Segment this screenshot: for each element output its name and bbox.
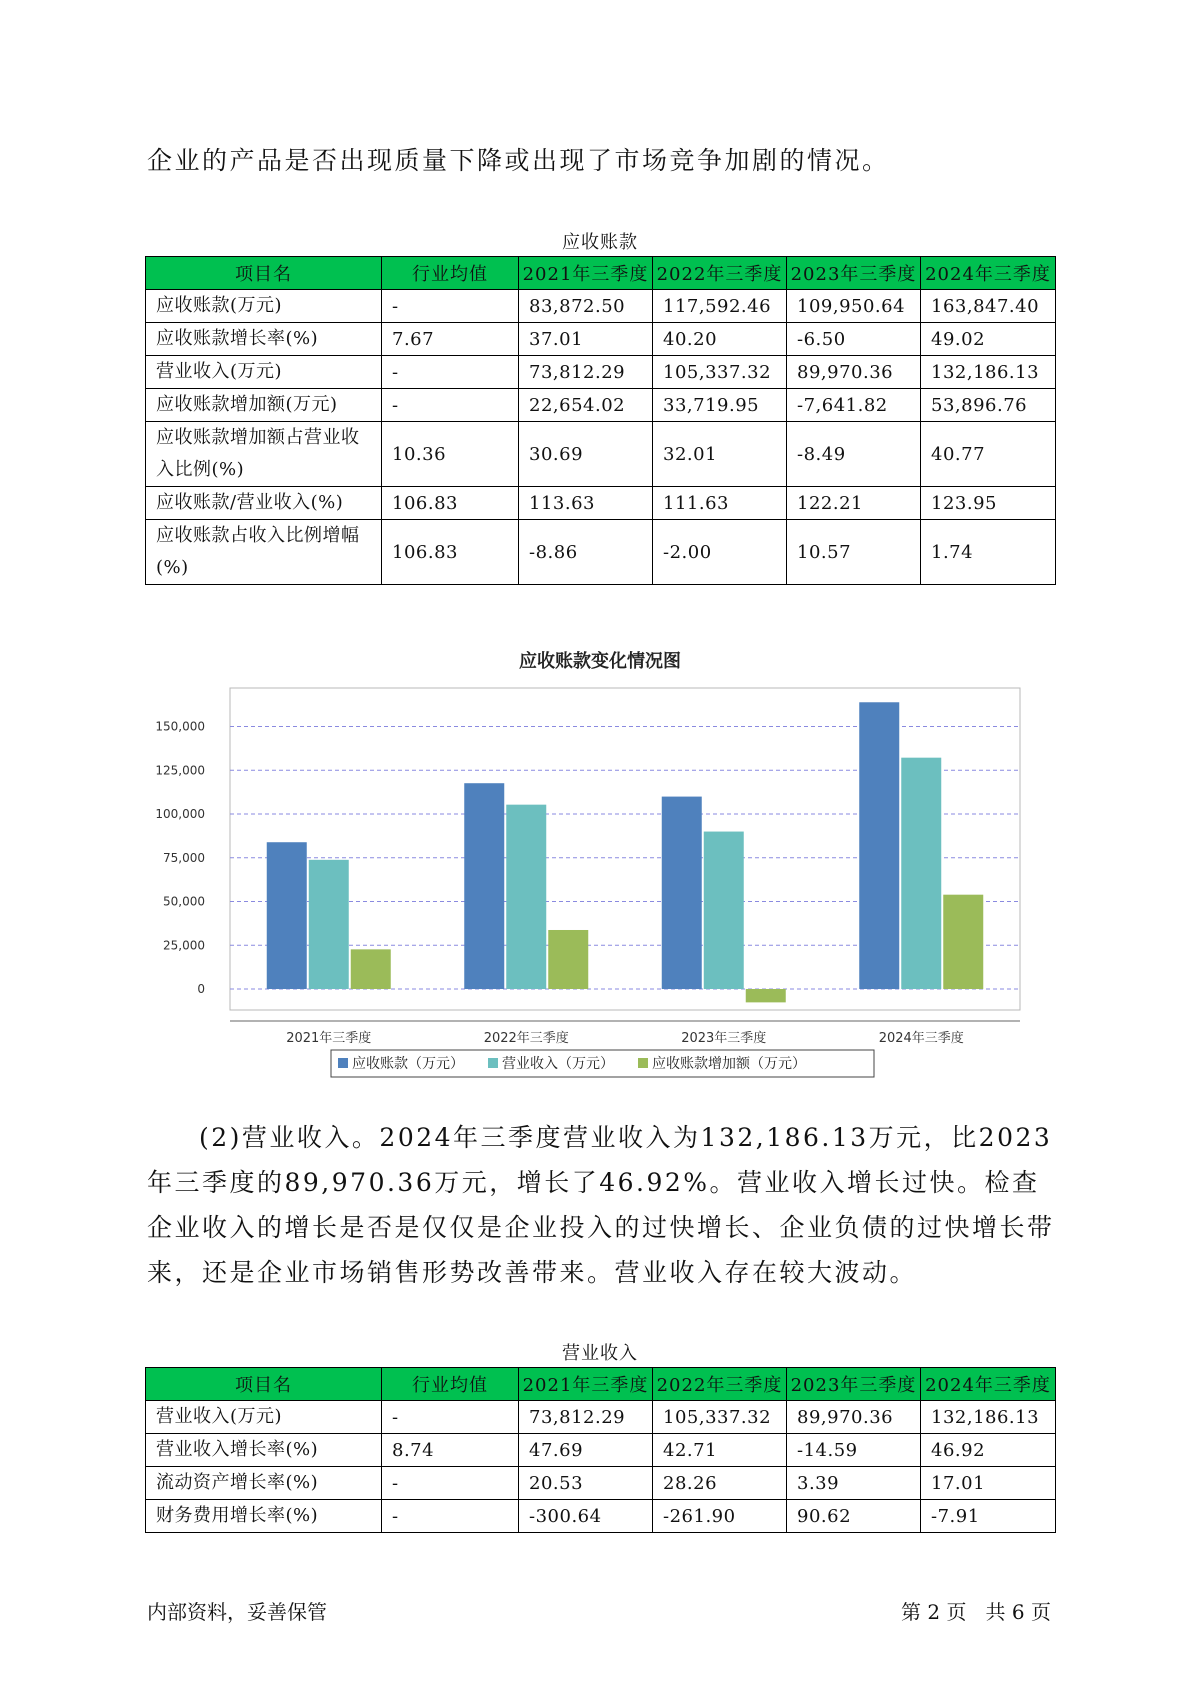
table-cell: 89,970.36	[787, 1401, 921, 1434]
legend-swatch	[638, 1058, 648, 1068]
y-axis-ticks	[155, 720, 205, 997]
table-cell: 132,186.13	[921, 1401, 1056, 1434]
bar	[859, 702, 899, 989]
table-cell: 89,970.36	[787, 356, 921, 389]
table-cell: 7.67	[382, 323, 519, 356]
column-header: 行业均值	[382, 257, 519, 290]
x-axis-ticks	[286, 1030, 964, 1046]
table-cell: 90.62	[787, 1500, 921, 1533]
footer-page-number: 第 2 页 共 6 页	[901, 1600, 1051, 1624]
table-cell: 132,186.13	[921, 356, 1056, 389]
table-row	[146, 1434, 1056, 1467]
row-label: 应收账款占收入比例增幅(%)	[146, 520, 382, 585]
row-label: 应收账款增加额(万元)	[146, 389, 382, 422]
table1-caption: 应收账款	[562, 232, 638, 253]
row-label: 应收账款(万元)	[146, 290, 382, 323]
revenue-paragraph: (2)营业收入。2024年三季度营业收入为132,186.13万元，比2023年三季度的89,970.36万元，增长了46.92%。营业收入增长过快。检查企业收入的增长是否是仅仅是企业投入的过快增长、企业负债的过快增长带来，还是企业市场销售形势改善带来。营业收入存在较大波动。	[147, 1123, 1055, 1287]
column-header: 2023年三季度	[787, 1368, 921, 1401]
table-header-row	[146, 257, 1056, 290]
table-row	[146, 323, 1056, 356]
table-cell: 106.83	[382, 487, 519, 520]
table-cell: -6.50	[787, 323, 921, 356]
legend-swatch	[488, 1058, 498, 1068]
table-cell: 10.57	[787, 520, 921, 585]
table2-caption: 营业收入	[562, 1343, 638, 1364]
table-cell: 105,337.32	[653, 1401, 787, 1434]
table-cell: -8.86	[519, 520, 653, 585]
legend-items	[338, 1055, 806, 1072]
legend-swatch	[338, 1058, 348, 1068]
table-cell: 42.71	[653, 1434, 787, 1467]
table-cell: -8.49	[787, 422, 921, 487]
row-label: 营业收入(万元)	[146, 1401, 382, 1434]
table-row	[146, 1401, 1056, 1434]
table-cell: -	[382, 1401, 519, 1434]
row-label: 营业收入增长率(%)	[146, 1434, 382, 1467]
y-tick-label: 75,000	[163, 850, 205, 865]
table-cell: 49.02	[921, 323, 1056, 356]
y-tick-label: 0	[197, 982, 205, 996]
y-tick-label: 150,000	[155, 719, 205, 734]
bar	[267, 842, 307, 989]
column-header: 2022年三季度	[653, 257, 787, 290]
table-cell: 46.92	[921, 1434, 1056, 1467]
table-cell: 30.69	[519, 422, 653, 487]
y-tick-label: 50,000	[163, 894, 205, 909]
table-cell: 17.01	[921, 1467, 1056, 1500]
bars	[267, 702, 984, 1002]
legend-label: 应收账款（万元）	[352, 1056, 464, 1072]
table-cell: 53,896.76	[921, 389, 1056, 422]
table-row	[146, 389, 1056, 422]
bar	[548, 930, 588, 989]
bar	[309, 860, 349, 989]
column-header: 行业均值	[382, 1368, 519, 1401]
table-cell: 1.74	[921, 520, 1056, 585]
bar	[943, 895, 983, 989]
column-header: 2021年三季度	[519, 1368, 653, 1401]
table-cell: 20.53	[519, 1467, 653, 1500]
table-cell: -	[382, 1467, 519, 1500]
table-cell: 106.83	[382, 520, 519, 585]
bar	[464, 783, 504, 989]
table-cell: 40.20	[653, 323, 787, 356]
footer-confidential: 内部资料，妥善保管	[147, 1600, 327, 1624]
row-label: 营业收入(万元)	[146, 356, 382, 389]
table-cell: 47.69	[519, 1434, 653, 1467]
table-cell: 32.01	[653, 422, 787, 487]
table-cell: 111.63	[653, 487, 787, 520]
legend-label: 营业收入（万元）	[502, 1056, 614, 1072]
table-cell: -300.64	[519, 1500, 653, 1533]
y-tick-label: 125,000	[155, 763, 205, 778]
revenue-table	[145, 1367, 1056, 1533]
table-cell: 37.01	[519, 323, 653, 356]
column-header: 2023年三季度	[787, 257, 921, 290]
table-cell: 83,872.50	[519, 290, 653, 323]
table-cell: 22,654.02	[519, 389, 653, 422]
table-cell: 33,719.95	[653, 389, 787, 422]
table-cell: -2.00	[653, 520, 787, 585]
column-header: 2022年三季度	[653, 1368, 787, 1401]
table-header-row	[146, 1368, 1056, 1401]
table-cell: 105,337.32	[653, 356, 787, 389]
x-tick-label: 2023年三季度	[681, 1031, 767, 1046]
row-label: 应收账款增长率(%)	[146, 323, 382, 356]
x-tick-label: 2024年三季度	[878, 1031, 964, 1046]
legend-label: 应收账款增加额（万元）	[652, 1056, 806, 1072]
table-cell: 122.21	[787, 487, 921, 520]
table-cell: -	[382, 290, 519, 323]
table-row	[146, 1467, 1056, 1500]
table-cell: 8.74	[382, 1434, 519, 1467]
bar	[351, 949, 391, 989]
bar	[901, 758, 941, 989]
table-cell: 163,847.40	[921, 290, 1056, 323]
column-header: 2024年三季度	[921, 257, 1056, 290]
bar	[662, 797, 702, 989]
table-cell: -7,641.82	[787, 389, 921, 422]
table-cell: 10.36	[382, 422, 519, 487]
column-header: 项目名	[146, 257, 382, 290]
table-cell: 117,592.46	[653, 290, 787, 323]
chart-title: 应收账款变化情况图	[519, 651, 681, 672]
x-tick-label: 2022年三季度	[483, 1031, 569, 1046]
table-cell: -	[382, 389, 519, 422]
table-row	[146, 1500, 1056, 1533]
table-cell: -261.90	[653, 1500, 787, 1533]
bar	[746, 989, 786, 1002]
column-header: 2024年三季度	[921, 1368, 1056, 1401]
table-cell: 73,812.29	[519, 1401, 653, 1434]
table-cell: -	[382, 1500, 519, 1533]
table-cell: 40.77	[921, 422, 1056, 487]
row-label: 应收账款/营业收入(%)	[146, 487, 382, 520]
table-cell: 73,812.29	[519, 356, 653, 389]
table-row	[146, 290, 1056, 323]
receivables-chart	[140, 640, 1060, 1090]
table-row	[146, 520, 1056, 585]
table-cell: 3.39	[787, 1467, 921, 1500]
column-header: 2021年三季度	[519, 257, 653, 290]
y-tick-label: 100,000	[155, 807, 205, 821]
column-header: 项目名	[146, 1368, 382, 1401]
table-row	[146, 422, 1056, 487]
table-cell: 109,950.64	[787, 290, 921, 323]
x-tick-label: 2021年三季度	[286, 1031, 372, 1046]
table-cell: -14.59	[787, 1434, 921, 1467]
table-cell: 28.26	[653, 1467, 787, 1500]
table-cell: 113.63	[519, 487, 653, 520]
row-label: 流动资产增长率(%)	[146, 1467, 382, 1500]
table-cell: -	[382, 356, 519, 389]
y-tick-label: 25,000	[163, 938, 205, 953]
receivables-table	[145, 256, 1056, 585]
table-row	[146, 356, 1056, 389]
table-cell: -7.91	[921, 1500, 1056, 1533]
bar	[506, 805, 546, 989]
table-row	[146, 487, 1056, 520]
row-label: 应收账款增加额占营业收入比例(%)	[146, 422, 382, 487]
intro-paragraph: 企业的产品是否出现质量下降或出现了市场竞争加剧的情况。	[147, 146, 890, 175]
table-cell: 123.95	[921, 487, 1056, 520]
bar	[704, 832, 744, 989]
row-label: 财务费用增长率(%)	[146, 1500, 382, 1533]
